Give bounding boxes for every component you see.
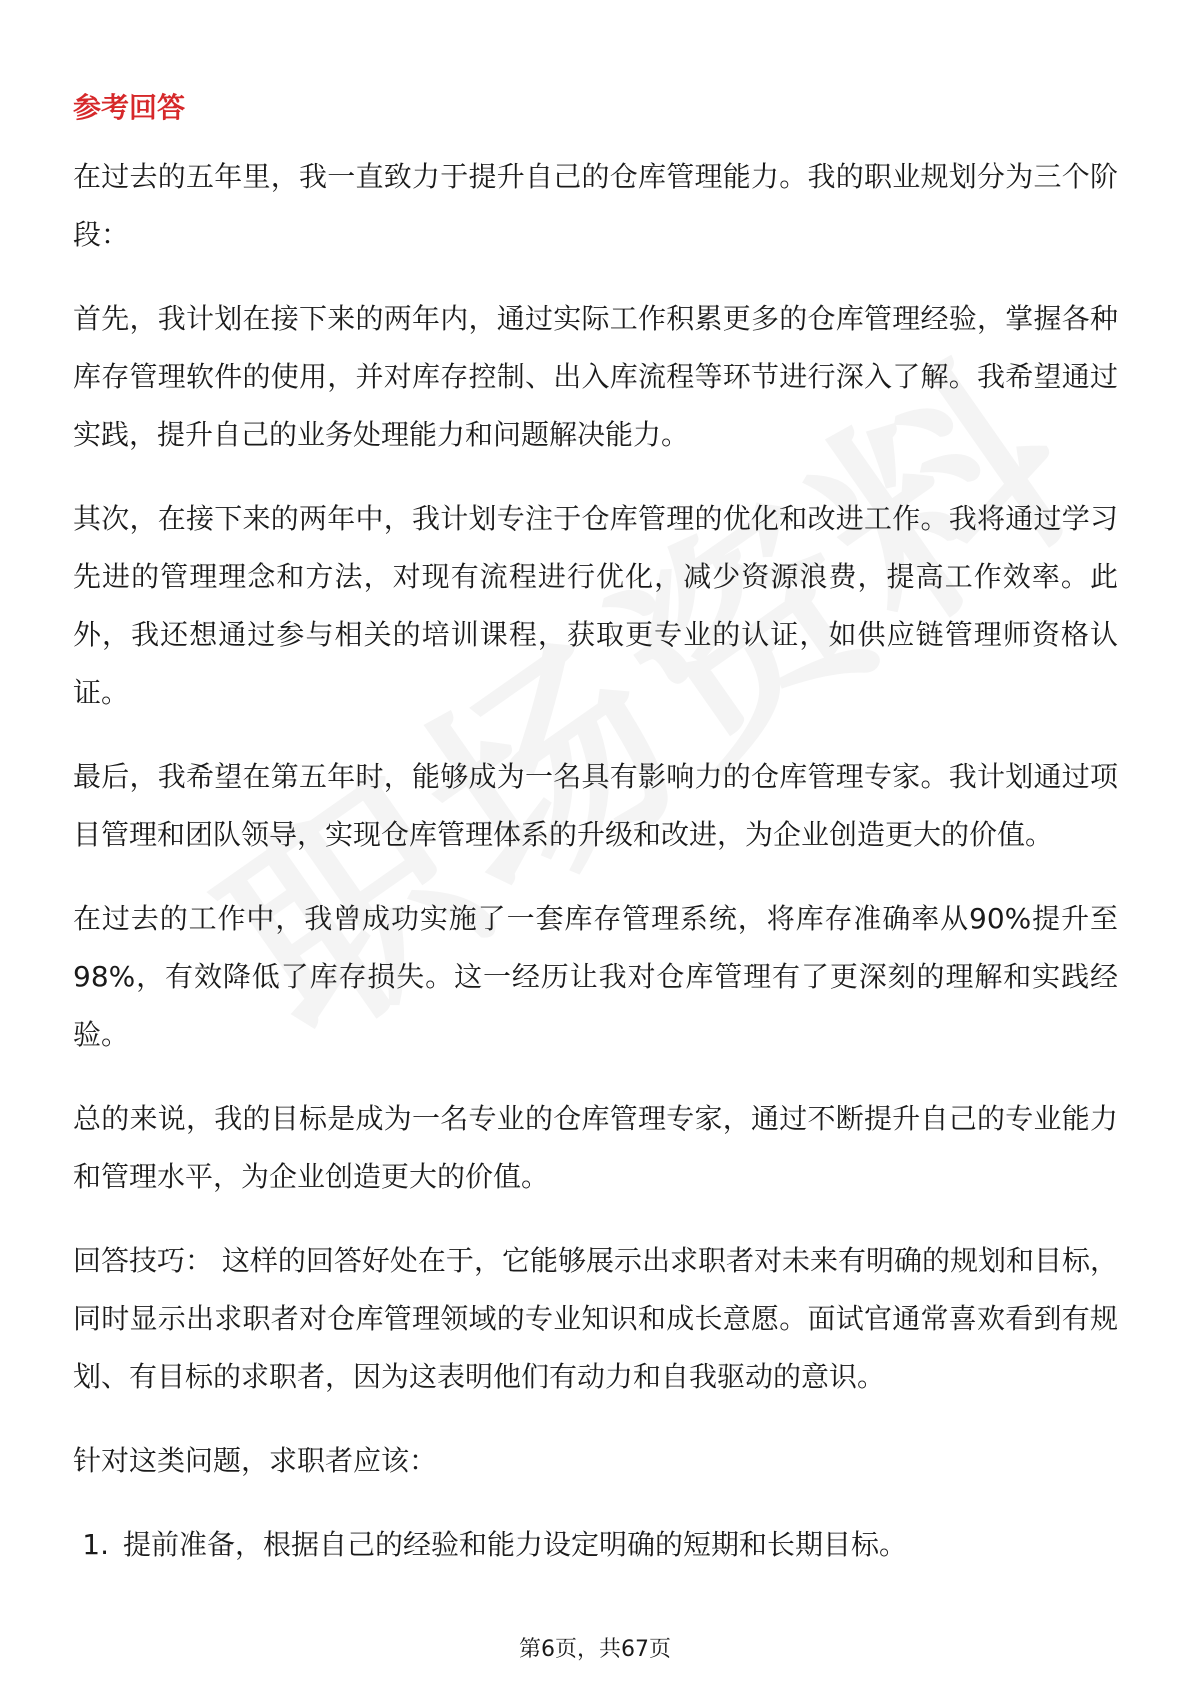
paragraph-experience: 在过去的工作中，我曾成功实施了一套库存管理系统，将库存准确率从90%提升至98%，有效降低了库存损失。这一经历让我对仓库管理有了更深刻的理解和实践经验。 xyxy=(73,902,1118,1051)
page-footer: 第6页，共67页 xyxy=(519,1637,671,1662)
paragraph-summary: 总的来说，我的目标是成为一名专业的仓库管理专家，通过不断提升自己的专业能力和管理水平，为企业创造更大的价值。 xyxy=(73,1102,1118,1193)
list-item-text: 提前准备，根据自己的经验和能力设定明确的短期和长期目标。 xyxy=(123,1528,908,1561)
list-item xyxy=(73,1516,1118,1574)
content-area xyxy=(73,82,1118,1574)
section-title: 参考回答 xyxy=(73,91,186,124)
paragraph-advice-intro: 针对这类问题，求职者应该： xyxy=(73,1444,438,1477)
list-item-number: 1. xyxy=(82,1528,109,1561)
paragraph-second-stage: 其次，在接下来的两年中，我计划专注于仓库管理的优化和改进工作。我将通过学习先进的管理理念和方法，对现有流程进行优化，减少资源浪费，提高工作效率。此外，我还想通过参与相关的培训课程，获取更专业的认证，如供应链管理师资格认证。 xyxy=(73,502,1118,709)
advice-list xyxy=(73,1516,1118,1574)
paragraph-intro: 在过去的五年里，我一直致力于提升自己的仓库管理能力。我的职业规划分为三个阶段： xyxy=(73,160,1118,251)
paragraph-third-stage: 最后，我希望在第五年时，能够成为一名具有影响力的仓库管理专家。我计划通过项目管理和团队领导，实现仓库管理体系的升级和改进，为企业创造更大的价值。 xyxy=(73,760,1118,851)
paragraph-first-stage: 首先，我计划在接下来的两年内，通过实际工作积累更多的仓库管理经验，掌握各种库存管理软件的使用，并对库存控制、出入库流程等环节进行深入了解。我希望通过实践，提升自己的业务处理能力和问题解决能力。 xyxy=(73,302,1118,451)
paragraph-answer-tips: 回答技巧： 这样的回答好处在于，它能够展示出求职者对未来有明确的规划和目标，同时显示出求职者对仓库管理领域的专业知识和成长意愿。面试官通常喜欢看到有规划、有目标的求职者，因为这表明他们有动力和自我驱动的意识。 xyxy=(73,1244,1118,1393)
